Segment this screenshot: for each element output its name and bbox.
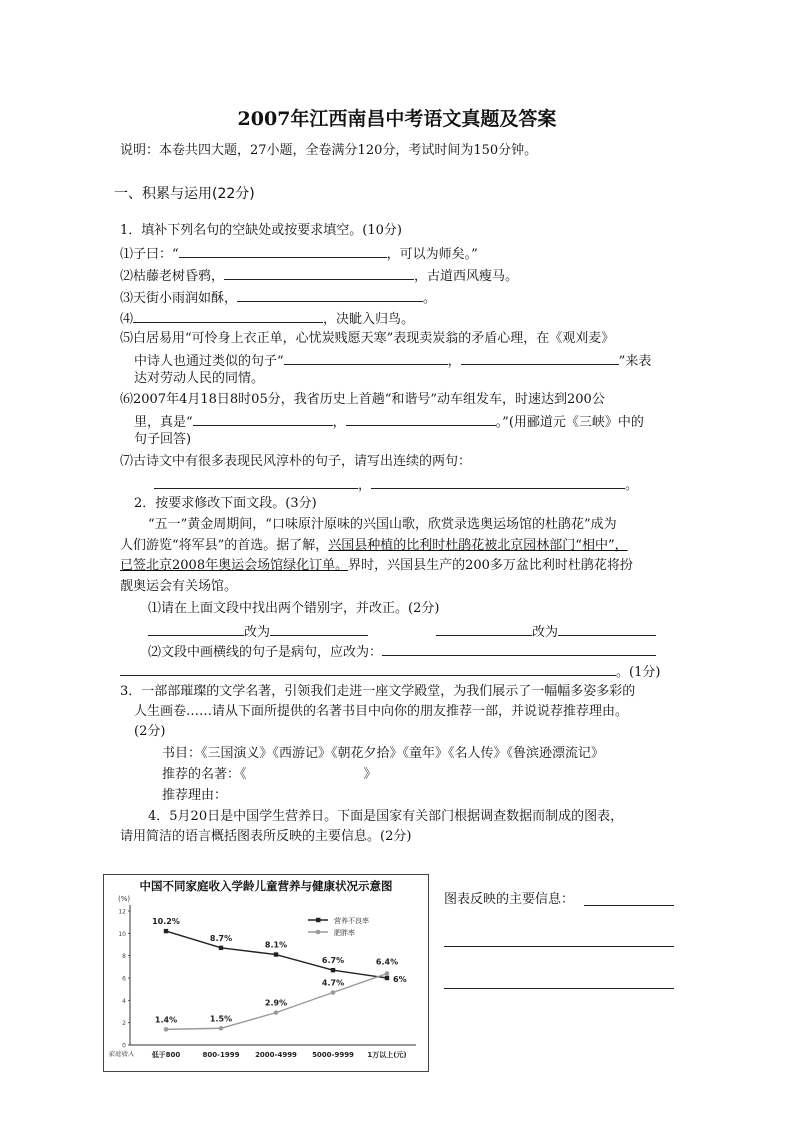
- legend-label: 营养不良率: [334, 917, 369, 925]
- answer-blank[interactable]: [148, 621, 244, 636]
- q1-line4-prefix: ⑷: [120, 312, 134, 327]
- data-point: [385, 976, 389, 980]
- exam-instructions: 说明：本卷共四大题，27小题，全卷满分120分，考试时间为150分钟。: [120, 143, 538, 158]
- q4-stem-line2: 请用简洁的语言概括图表所反映的主要信息。(2分): [120, 829, 412, 844]
- q1-line6-prefix: 里，真是“: [134, 415, 193, 430]
- q2-sub1-answer-b: [436, 621, 656, 642]
- gai-label: 改为: [244, 625, 271, 640]
- q1-line7a: ⑺古诗文中有很多表现民风淳朴的句子，请写出连续的两句：: [120, 454, 472, 469]
- q1-line6e: 句子回答): [134, 432, 192, 447]
- q2-sub2-score: 。(1分): [616, 665, 661, 680]
- answer-blank[interactable]: [436, 621, 532, 636]
- q1-line4-suffix: ，决眦入归鸟。: [323, 312, 415, 327]
- data-label: 6.7%: [321, 956, 345, 966]
- chart-plot: [104, 875, 428, 1071]
- q2-underlined-sentence-part1: 兴国县种植的比利时杜鹃花被北京园林部门“相中”，: [328, 538, 628, 553]
- answer-blank[interactable]: [558, 621, 656, 636]
- x-tick-label: 5000-9999: [312, 1051, 354, 1059]
- q2-underlined-sentence-part2: 已签北京2008年奥运会场馆绿化订单。: [120, 558, 349, 573]
- data-label: 4.7%: [321, 978, 345, 988]
- q2-stem: 2．按要求修改下面文段。(3分): [134, 496, 317, 511]
- q3-reason: 推荐理由：: [162, 788, 228, 803]
- q1-line4: [120, 308, 414, 329]
- data-label: 10.2%: [152, 917, 180, 927]
- x-tick-label: 800-1999: [202, 1051, 240, 1059]
- q1-line6-comma: ，: [332, 415, 346, 430]
- answer-blank[interactable]: [237, 287, 423, 302]
- x-tick-label: 2000-4999: [255, 1051, 297, 1059]
- q2-sub1: ⑴请在上面文段中找出两个错别字，并改正。(2分): [148, 601, 440, 616]
- y-axis-label: (%): [118, 895, 131, 903]
- q1-line5e: 达对劳动人民的同情。: [134, 371, 265, 386]
- q1-line6b: [134, 411, 644, 432]
- answer-blank[interactable]: [284, 350, 448, 365]
- answer-blank[interactable]: [461, 350, 619, 365]
- nutrition-chart: [103, 874, 429, 1072]
- x-axis-label: 家庭收入: [108, 1050, 134, 1058]
- data-point: [219, 946, 223, 950]
- y-tick-label: 6: [122, 975, 126, 983]
- q1-line6a: ⑹2007年4月18日8时05分，我省历史上首趟“和谐号”动车组发车，时速达到200公: [120, 392, 605, 407]
- answer-blank[interactable]: [133, 308, 323, 323]
- data-point: [164, 1027, 169, 1032]
- q1-line7-suffix: 。: [625, 478, 639, 493]
- data-point: [385, 971, 390, 976]
- data-point: [219, 1026, 224, 1031]
- y-tick-label: 2: [122, 1020, 126, 1028]
- answer-line[interactable]: [444, 946, 674, 947]
- q1-line7-comma: ，: [358, 478, 372, 493]
- y-tick-label: 4: [122, 997, 126, 1005]
- q2-para-line3-text: 界时，兴国县生产的200多万盆比利时杜鹃花将扮: [348, 558, 633, 573]
- gai-label: 改为: [532, 625, 559, 640]
- q2-sub2: [148, 641, 656, 662]
- q1-line3-suffix: 。: [423, 291, 437, 306]
- data-label: 1.5%: [209, 1014, 233, 1024]
- q2-para-line4: 靓奥运会有关场馆。: [120, 579, 238, 594]
- q3-stem-line2: 人生画卷……请从下面所提供的名著书目中向你的朋友推荐一部，并说说荐推荐理由。: [134, 704, 629, 719]
- legend-marker: [316, 930, 321, 935]
- q1-line5-prefix: 中诗人也通过类似的句子“: [134, 354, 284, 369]
- q4-answer-label: 图表反映的主要信息：: [444, 892, 575, 907]
- answer-blank[interactable]: [346, 411, 496, 426]
- answer-blank[interactable]: [193, 411, 333, 426]
- q4-stem-line1: 4．5月20日是中国学生营养日。下面是国家有关部门根据调查数据而制成的图表，: [148, 809, 624, 824]
- q1-line5a: ⑸白居易用“可怜身上衣正单，心忧炭贱愿天寒”表现卖炭翁的矛盾心理，在《观刈麦》: [120, 331, 615, 346]
- answer-blank[interactable]: [179, 243, 387, 258]
- q1-line5-suffix: ”来表: [618, 354, 652, 369]
- q2-sub2-cont: [120, 661, 660, 682]
- q1-line2-suffix: ，古道西风瘦马。: [414, 269, 519, 284]
- q1-line7b: [154, 474, 638, 495]
- q1-stem: 1．填补下列名句的空缺处或按要求填空。(10分): [120, 223, 402, 238]
- data-label: 6.4%: [375, 957, 399, 967]
- data-label: 8.7%: [209, 933, 233, 943]
- data-point: [274, 1010, 279, 1015]
- q1-line5-comma: ，: [447, 354, 461, 369]
- y-tick-label: 12: [118, 908, 126, 916]
- legend-label: 肥胖率: [334, 929, 355, 937]
- q3-score: (2分): [134, 724, 166, 739]
- answer-line[interactable]: [444, 988, 674, 989]
- q3-book-list: 书目：《三国演义》《西游记》《朝花夕拾》《童年》《名人传》《鲁滨逊漂流记》: [162, 746, 605, 761]
- q1-line3: [120, 287, 436, 308]
- answer-line[interactable]: [584, 905, 674, 906]
- q1-line2-prefix: ⑵枯藤老树昏鸦，: [120, 269, 225, 284]
- data-point: [164, 929, 168, 933]
- y-tick-label: 10: [118, 930, 126, 938]
- answer-blank[interactable]: [224, 265, 414, 280]
- data-point: [331, 990, 336, 995]
- y-tick-label: 0: [122, 1042, 126, 1050]
- legend-marker: [316, 918, 320, 922]
- q2-sub2-text: ⑵文段中画横线的句子是病句，应改为：: [148, 645, 383, 660]
- q1-line5b: [134, 350, 651, 371]
- section-heading: 一、积累与运用(22分): [114, 186, 255, 202]
- data-label: 1.4%: [154, 1015, 178, 1025]
- data-point: [274, 952, 278, 956]
- q2-para-line3: [120, 557, 633, 575]
- answer-blank[interactable]: [382, 641, 656, 656]
- q1-line6-suffix: 。”(用郦道元《三峡》中的: [495, 415, 644, 430]
- q3-stem-line1: 3．一部部璀璨的文学名著，引领我们走进一座文学殿堂，为我们展示了一幅幅多姿多彩的: [120, 684, 636, 699]
- q1-line1: [120, 243, 478, 264]
- y-tick-label: 8: [122, 953, 126, 961]
- q2-para-line2-text: 人们游览“将军县”的首选。据了解，: [120, 538, 329, 553]
- data-label: 6%: [393, 975, 407, 984]
- q1-line1-suffix: ，可以为师矣。”: [386, 247, 478, 262]
- q2-sub1-answer-a: [148, 621, 368, 642]
- chart-title: 中国不同家庭收入学龄儿童营养与健康状况示意图: [116, 878, 416, 894]
- data-point: [331, 968, 335, 972]
- q1-line2: [120, 265, 518, 286]
- data-label: 8.1%: [264, 940, 288, 950]
- q3-recommended-book: 推荐的名著：《 》: [162, 767, 377, 782]
- answer-blank[interactable]: [270, 621, 368, 636]
- answer-blank[interactable]: [371, 474, 625, 489]
- data-label: 2.9%: [264, 998, 288, 1008]
- answer-blank[interactable]: [120, 661, 616, 676]
- q1-line1-prefix: ⑴子曰：“: [120, 247, 179, 262]
- x-tick-label: 低于800: [151, 1051, 181, 1059]
- q2-para-line2: [120, 537, 628, 555]
- answer-blank[interactable]: [154, 474, 358, 489]
- q2-para-line1: “五一”黄金周期间，“口味原汁原味的兴国山歌，欣赏录选奥运场馆的杜鹃花”成为: [148, 517, 617, 532]
- q1-line3-prefix: ⑶天街小雨润如酥，: [120, 291, 238, 306]
- page-title: 2007年江西南昌中考语文真题及答案: [237, 108, 557, 130]
- x-tick-label: 1万以上(元): [367, 1051, 407, 1059]
